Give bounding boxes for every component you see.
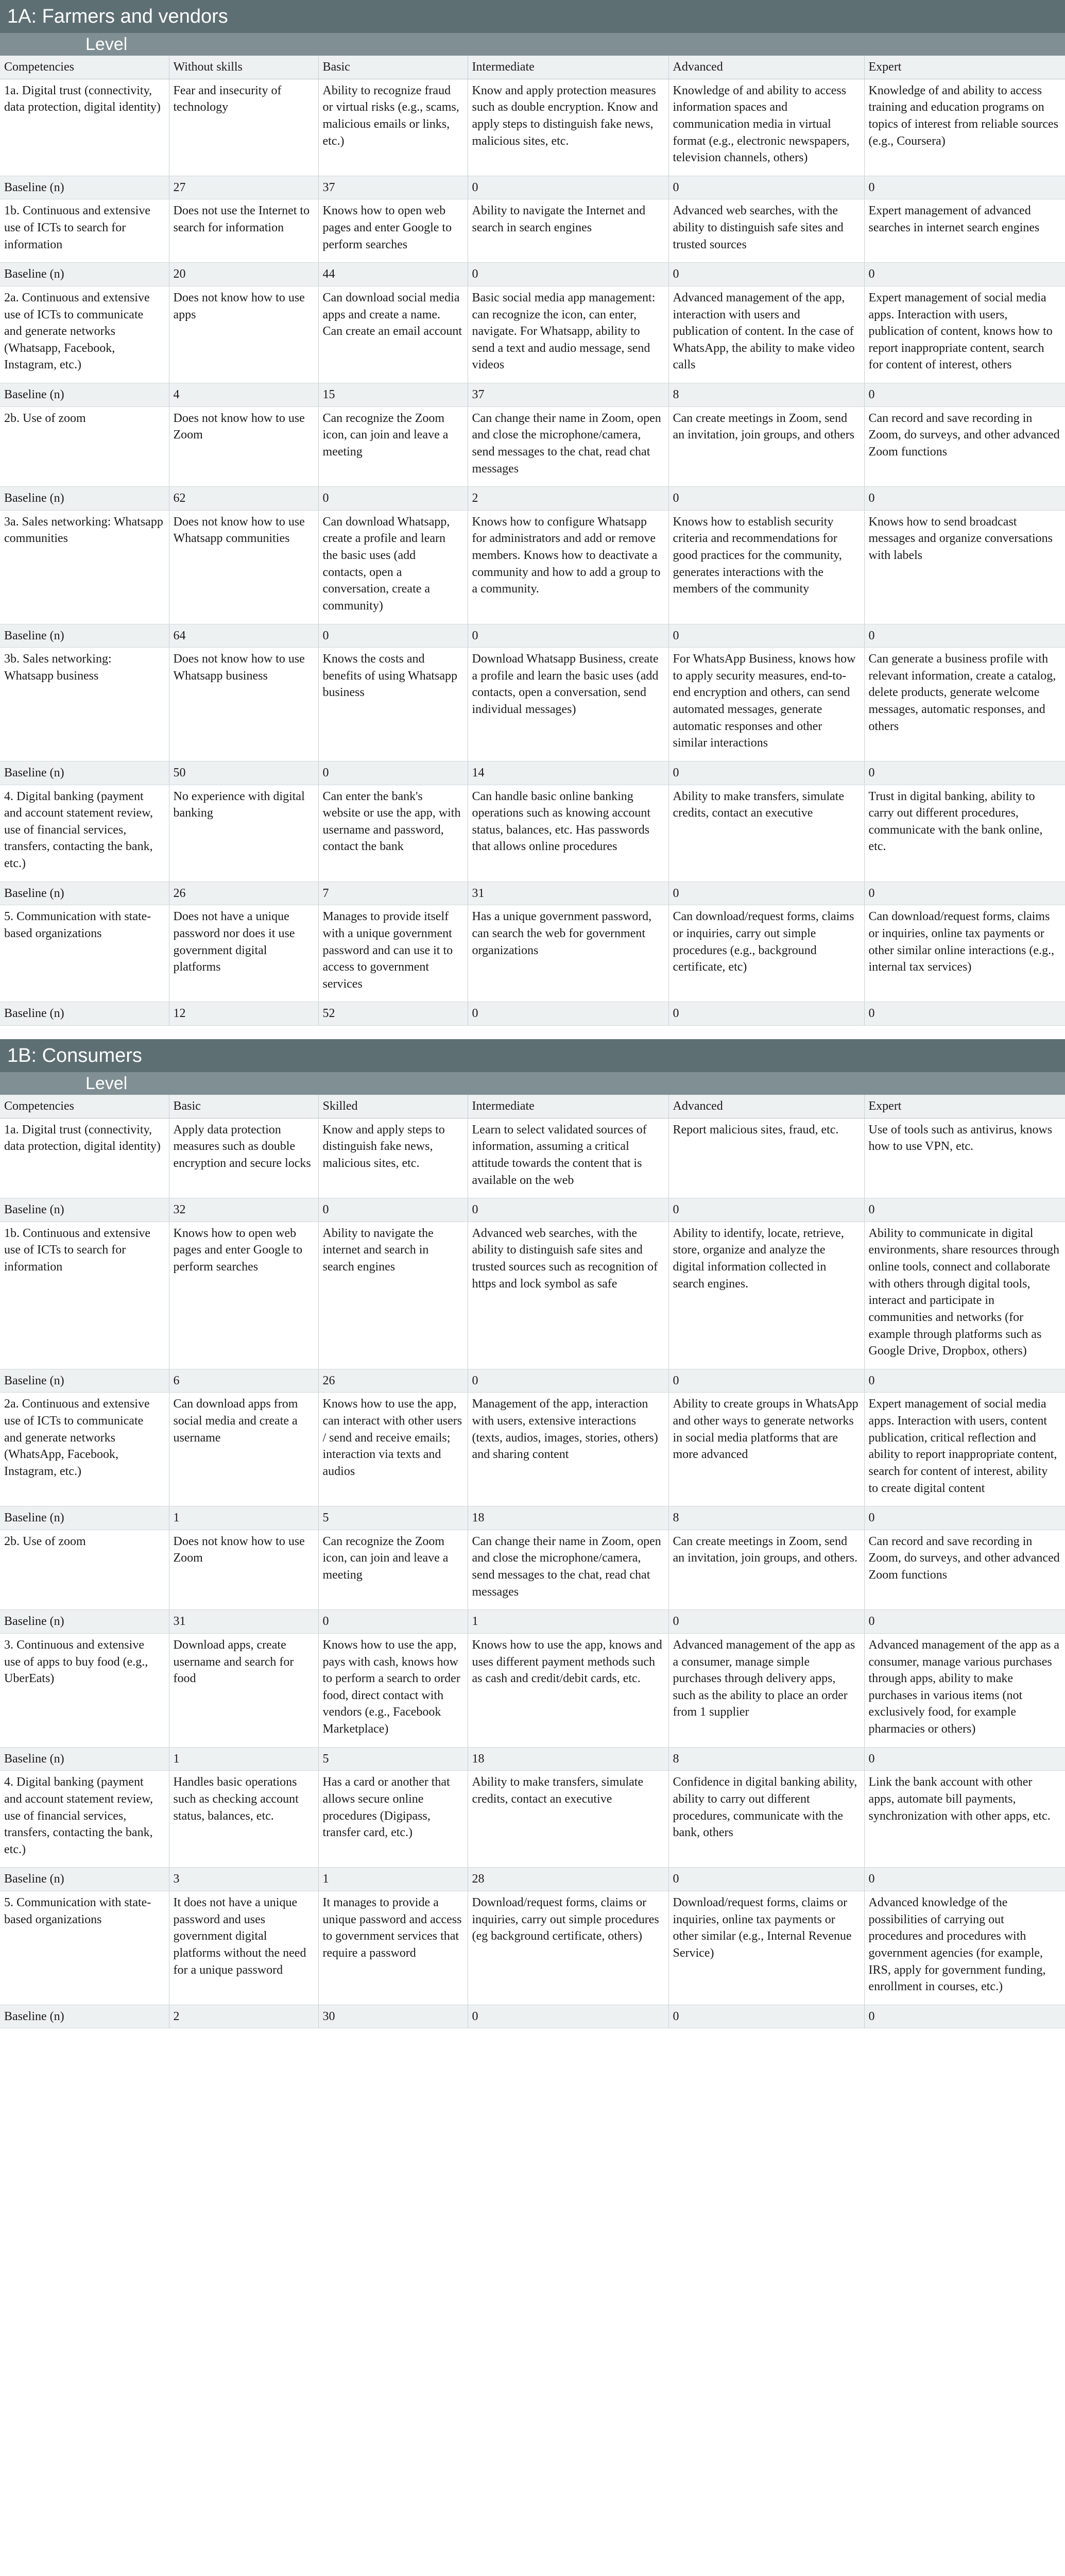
level-description: Knows how to use the app, pays with cash, knows how to perform a search to order food, direct contact with vendors (e.g., Facebook Marketplace) bbox=[318, 1633, 468, 1747]
level-description: Can download/request forms, claims or inquiries, carry out simple procedures (e.g., background certificate, etc) bbox=[668, 905, 864, 1002]
level-description: Expert management of advanced searches in internet search engines bbox=[864, 199, 1065, 263]
competency-name: 1b. Continuous and extensive use of ICTs to search for information bbox=[0, 199, 169, 263]
baseline-count: 0 bbox=[864, 1506, 1065, 1530]
column-header: Basic bbox=[318, 56, 468, 79]
baseline-count: 0 bbox=[318, 761, 468, 785]
competency-name: 5. Communication with state-based organizations bbox=[0, 905, 169, 1002]
baseline-count: 0 bbox=[864, 1747, 1065, 1771]
baseline-row bbox=[0, 383, 1065, 407]
level-description: Ability to identify, locate, retrieve, store, organize and analyze the digital information collected in search engines. bbox=[668, 1222, 864, 1369]
competency-name: 5. Communication with state-based organizations bbox=[0, 1891, 169, 2005]
competency-name: 4. Digital banking (payment and account statement review, use of financial services, transfers, contacting the bank, etc.) bbox=[0, 785, 169, 882]
section-title: 1A: Farmers and vendors bbox=[0, 0, 1065, 33]
competency-row bbox=[0, 406, 1065, 487]
level-description: Has a card or another that allows secure online procedures (Digipass, transfer card, etc.) bbox=[318, 1771, 468, 1868]
baseline-count: 0 bbox=[864, 176, 1065, 199]
level-description: Ability to recognize fraud or virtual risks (e.g., scams, malicious emails or links, etc.) bbox=[318, 79, 468, 176]
baseline-count: 26 bbox=[169, 882, 318, 905]
baseline-row bbox=[0, 1002, 1065, 1026]
baseline-count: 0 bbox=[668, 882, 864, 905]
baseline-count: 0 bbox=[864, 882, 1065, 905]
baseline-count: 1 bbox=[169, 1747, 318, 1771]
competency-row bbox=[0, 905, 1065, 1002]
baseline-count: 2 bbox=[169, 2005, 318, 2028]
level-description: Know and apply protection measures such as double encryption. Know and apply steps to distinguish fake news, malicious sites, etc. bbox=[468, 79, 668, 176]
baseline-row bbox=[0, 1506, 1065, 1530]
baseline-count: 32 bbox=[169, 1198, 318, 1222]
baseline-count: 0 bbox=[864, 2005, 1065, 2028]
level-description: Report malicious sites, fraud, etc. bbox=[668, 1118, 864, 1198]
baseline-count: 0 bbox=[468, 1002, 668, 1026]
competency-name: 2a. Continuous and extensive use of ICTs to communicate and generate networks (Whatsapp, Facebook, Instagram, etc.) bbox=[0, 286, 169, 383]
competency-row bbox=[0, 510, 1065, 624]
level-description: Expert management of social media apps. Interaction with users, publication of content, knows how to report inappropriate content, search for content of interest, others bbox=[864, 286, 1065, 383]
competency-row bbox=[0, 286, 1065, 383]
level-description: Does not know how to use Whatsapp communities bbox=[169, 510, 318, 624]
column-header: Expert bbox=[864, 56, 1065, 79]
level-label: Level bbox=[85, 35, 128, 54]
column-header: Skilled bbox=[318, 1095, 468, 1118]
level-description: Knows how to send broadcast messages and organize conversations with labels bbox=[864, 510, 1065, 624]
baseline-count: 7 bbox=[318, 882, 468, 905]
baseline-count: 8 bbox=[668, 1747, 864, 1771]
baseline-label: Baseline (n) bbox=[0, 176, 169, 199]
level-description: Advanced web searches, with the ability to distinguish safe sites and trusted sources such as recognition of https and lock symbol as safe bbox=[468, 1222, 668, 1369]
baseline-count: 0 bbox=[668, 2005, 864, 2028]
baseline-label: Baseline (n) bbox=[0, 1002, 169, 1026]
baseline-label: Baseline (n) bbox=[0, 383, 169, 407]
baseline-count: 64 bbox=[169, 624, 318, 648]
baseline-count: 28 bbox=[468, 1868, 668, 1891]
baseline-count: 3 bbox=[169, 1868, 318, 1891]
baseline-label: Baseline (n) bbox=[0, 1369, 169, 1393]
baseline-row bbox=[0, 1198, 1065, 1222]
baseline-count: 0 bbox=[864, 487, 1065, 511]
column-header: Intermediate bbox=[468, 1095, 668, 1118]
level-description: No experience with digital banking bbox=[169, 785, 318, 882]
baseline-count: 44 bbox=[318, 263, 468, 286]
baseline-count: 52 bbox=[318, 1002, 468, 1026]
baseline-count: 1 bbox=[318, 1868, 468, 1891]
section-title: 1B: Consumers bbox=[0, 1039, 1065, 1072]
level-description: Can enter the bank's website or use the app, with username and password, contact the bank bbox=[318, 785, 468, 882]
competency-row bbox=[0, 199, 1065, 263]
baseline-row bbox=[0, 1747, 1065, 1771]
baseline-count: 0 bbox=[318, 1198, 468, 1222]
baseline-count: 1 bbox=[169, 1506, 318, 1530]
competency-row bbox=[0, 785, 1065, 882]
baseline-count: 27 bbox=[169, 176, 318, 199]
level-description: Management of the app, interaction with users, extensive interactions (texts, audios, images, stories, others) and sharing content bbox=[468, 1393, 668, 1506]
level-description: Knows how to use the app, can interact with other users / send and receive emails; interaction via texts and audios bbox=[318, 1393, 468, 1506]
column-header-row bbox=[0, 1095, 1065, 1118]
baseline-count: 4 bbox=[169, 383, 318, 407]
level-description: Does not know how to use Whatsapp business bbox=[169, 648, 318, 761]
baseline-count: 62 bbox=[169, 487, 318, 511]
level-description: Can download Whatsapp, create a profile and learn the basic uses (add contacts, open a conversation, create a community) bbox=[318, 510, 468, 624]
level-description: Confidence in digital banking ability, ability to carry out different procedures, communicate with the bank, others bbox=[668, 1771, 864, 1868]
baseline-count: 0 bbox=[668, 1002, 864, 1026]
baseline-label: Baseline (n) bbox=[0, 487, 169, 511]
competency-table bbox=[0, 1095, 1065, 2028]
baseline-row bbox=[0, 487, 1065, 511]
baseline-row bbox=[0, 1369, 1065, 1393]
baseline-count: 0 bbox=[668, 487, 864, 511]
baseline-count: 15 bbox=[318, 383, 468, 407]
baseline-label: Baseline (n) bbox=[0, 882, 169, 905]
level-description: Ability to make transfers, simulate credits, contact an executive bbox=[468, 1771, 668, 1868]
competency-row bbox=[0, 1891, 1065, 2005]
baseline-count: 5 bbox=[318, 1506, 468, 1530]
competency-name: 2b. Use of zoom bbox=[0, 1530, 169, 1610]
competency-row bbox=[0, 1633, 1065, 1747]
baseline-count: 50 bbox=[169, 761, 318, 785]
competency-name: 3b. Sales networking: Whatsapp business bbox=[0, 648, 169, 761]
baseline-count: 37 bbox=[468, 383, 668, 407]
level-description: Ability to communicate in digital environments, share resources through online tools, connect and collaborate with others through digital tools, interact and participate in communities and networks (for example through platforms such as Google Drive, Dropbox, others) bbox=[864, 1222, 1065, 1369]
competency-row bbox=[0, 1118, 1065, 1198]
baseline-count: 0 bbox=[668, 1610, 864, 1634]
baseline-count: 0 bbox=[668, 1198, 864, 1222]
baseline-count: 0 bbox=[864, 1369, 1065, 1393]
level-description: Ability to make transfers, simulate credits, contact an executive bbox=[668, 785, 864, 882]
competency-row bbox=[0, 1393, 1065, 1506]
competency-name: 3. Continuous and extensive use of apps to buy food (e.g., UberEats) bbox=[0, 1633, 169, 1747]
level-description: Can recognize the Zoom icon, can join and leave a meeting bbox=[318, 1530, 468, 1610]
column-header: Advanced bbox=[668, 56, 864, 79]
baseline-count: 0 bbox=[468, 1198, 668, 1222]
competency-table bbox=[0, 56, 1065, 1026]
table-section bbox=[0, 1039, 1065, 2028]
baseline-count: 0 bbox=[864, 1198, 1065, 1222]
level-description: Download apps, create username and search for food bbox=[169, 1633, 318, 1747]
level-description: Can download/request forms, claims or inquiries, online tax payments or other similar online interactions (e.g., internal tax services) bbox=[864, 905, 1065, 1002]
level-description: Know and apply steps to distinguish fake news, malicious sites, etc. bbox=[318, 1118, 468, 1198]
level-description: Knows how to configure Whatsapp for administrators and add or remove members. Knows how to deactivate a community and how to add a group to a community. bbox=[468, 510, 668, 624]
baseline-count: 0 bbox=[468, 624, 668, 648]
baseline-label: Baseline (n) bbox=[0, 263, 169, 286]
level-description: Can handle basic online banking operations such as knowing account status, balances, etc. Has passwords that allows online procedures bbox=[468, 785, 668, 882]
level-description: Knows how to use the app, knows and uses different payment methods such as cash and credit/debit cards, etc. bbox=[468, 1633, 668, 1747]
baseline-count: 18 bbox=[468, 1506, 668, 1530]
level-description: Ability to navigate the internet and search in search engines bbox=[318, 1222, 468, 1369]
column-header-row bbox=[0, 56, 1065, 79]
competency-row bbox=[0, 1222, 1065, 1369]
level-description: Advanced web searches, with the ability to distinguish safe sites and trusted sources bbox=[668, 199, 864, 263]
section-spacer bbox=[0, 1026, 1065, 1039]
baseline-count: 0 bbox=[318, 624, 468, 648]
level-description: Download/request forms, claims or inquiries, online tax payments or other similar (e.g., Internal Revenue Service) bbox=[668, 1891, 864, 2005]
level-description: Link the bank account with other apps, automate bill payments, synchronization with other apps, etc. bbox=[864, 1771, 1065, 1868]
level-description: Learn to select validated sources of information, assuming a critical attitude towards the content that is available on the web bbox=[468, 1118, 668, 1198]
baseline-count: 14 bbox=[468, 761, 668, 785]
column-header: Without skills bbox=[169, 56, 318, 79]
level-header-bar bbox=[0, 33, 1065, 56]
level-description: Advanced management of the app as a consumer, manage various purchases through apps, ability to make purchases in various items (not exclusively food, for example pharmacies or others) bbox=[864, 1633, 1065, 1747]
baseline-label: Baseline (n) bbox=[0, 1506, 169, 1530]
baseline-row bbox=[0, 624, 1065, 648]
level-description: Knowledge of and ability to access training and education programs on topics of interest from reliable sources (e.g., Coursera) bbox=[864, 79, 1065, 176]
level-description: Advanced knowledge of the possibilities of carrying out procedures and procedures with government agencies (for example, IRS, apply for government funding, enrollment in courses, etc.) bbox=[864, 1891, 1065, 2005]
competency-name: 2b. Use of zoom bbox=[0, 406, 169, 487]
baseline-label: Baseline (n) bbox=[0, 1868, 169, 1891]
level-description: Knows the costs and benefits of using Whatsapp business bbox=[318, 648, 468, 761]
level-description: For WhatsApp Business, knows how to apply security measures, end-to-end encryption and others, can send automated messages, generate automatic responses and other similar interactions bbox=[668, 648, 864, 761]
baseline-count: 0 bbox=[468, 176, 668, 199]
baseline-count: 6 bbox=[169, 1369, 318, 1393]
competency-name: 1b. Continuous and extensive use of ICTs to search for information bbox=[0, 1222, 169, 1369]
level-description: It does not have a unique password and uses government digital platforms without the need for a unique password bbox=[169, 1891, 318, 2005]
competency-name: 1a. Digital trust (connectivity, data protection, digital identity) bbox=[0, 79, 169, 176]
baseline-label: Baseline (n) bbox=[0, 1610, 169, 1634]
baseline-row bbox=[0, 1868, 1065, 1891]
level-description: Can download apps from social media and create a username bbox=[169, 1393, 318, 1506]
baseline-count: 0 bbox=[864, 263, 1065, 286]
baseline-row bbox=[0, 1610, 1065, 1634]
baseline-count: 37 bbox=[318, 176, 468, 199]
level-description: Does not use the Internet to search for information bbox=[169, 199, 318, 263]
competency-row bbox=[0, 648, 1065, 761]
column-header: Basic bbox=[169, 1095, 318, 1118]
level-description: Ability to create groups in WhatsApp and other ways to generate networks in social media platforms that are more advanced bbox=[668, 1393, 864, 1506]
baseline-count: 0 bbox=[864, 1868, 1065, 1891]
column-header: Competencies bbox=[0, 56, 169, 79]
baseline-count: 8 bbox=[668, 383, 864, 407]
level-description: It manages to provide a unique password and access to government services that require a password bbox=[318, 1891, 468, 2005]
baseline-label: Baseline (n) bbox=[0, 1198, 169, 1222]
baseline-label: Baseline (n) bbox=[0, 761, 169, 785]
baseline-count: 20 bbox=[169, 263, 318, 286]
level-label: Level bbox=[85, 1074, 128, 1093]
level-description: Advanced management of the app as a consumer, manage simple purchases through delivery apps, such as the ability to place an order from 1 supplier bbox=[668, 1633, 864, 1747]
baseline-count: 26 bbox=[318, 1369, 468, 1393]
level-description: Apply data protection measures such as double encryption and secure locks bbox=[169, 1118, 318, 1198]
level-description: Can create meetings in Zoom, send an invitation, join groups, and others. bbox=[668, 1530, 864, 1610]
level-description: Can record and save recording in Zoom, do surveys, and other advanced Zoom functions bbox=[864, 1530, 1065, 1610]
level-description: Knows how to open web pages and enter Google to perform searches bbox=[169, 1222, 318, 1369]
level-description: Advanced management of the app, interaction with users and publication of content. In the case of WhatsApp, the ability to make video calls bbox=[668, 286, 864, 383]
baseline-count: 0 bbox=[864, 624, 1065, 648]
competency-name: 1a. Digital trust (connectivity, data protection, digital identity) bbox=[0, 1118, 169, 1198]
level-description: Can change their name in Zoom, open and close the microphone/camera, send messages to the chat, read chat messages bbox=[468, 1530, 668, 1610]
competency-name: 2a. Continuous and extensive use of ICTs to communicate and generate networks (WhatsApp, Facebook, Instagram, etc.) bbox=[0, 1393, 169, 1506]
level-description: Knows how to establish security criteria and recommendations for good practices for the community, generates interactions with the members of the community bbox=[668, 510, 864, 624]
level-header-bar bbox=[0, 1072, 1065, 1095]
level-description: Knows how to open web pages and enter Google to perform searches bbox=[318, 199, 468, 263]
level-description: Use of tools such as antivirus, knows how to use VPN, etc. bbox=[864, 1118, 1065, 1198]
level-description: Does not know how to use Zoom bbox=[169, 406, 318, 487]
baseline-count: 0 bbox=[668, 761, 864, 785]
level-description: Does not know how to use Zoom bbox=[169, 1530, 318, 1610]
competency-name: 4. Digital banking (payment and account statement review, use of financial services, transfers, contacting the bank, etc.) bbox=[0, 1771, 169, 1868]
baseline-count: 0 bbox=[668, 1369, 864, 1393]
baseline-count: 18 bbox=[468, 1747, 668, 1771]
level-description: Does not have a unique password nor does it use government digital platforms bbox=[169, 905, 318, 1002]
baseline-label: Baseline (n) bbox=[0, 2005, 169, 2028]
baseline-count: 0 bbox=[864, 1610, 1065, 1634]
baseline-count: 5 bbox=[318, 1747, 468, 1771]
baseline-row bbox=[0, 882, 1065, 905]
baseline-count: 0 bbox=[668, 624, 864, 648]
level-description: Ability to navigate the Internet and search in search engines bbox=[468, 199, 668, 263]
level-description: Can create meetings in Zoom, send an invitation, join groups, and others bbox=[668, 406, 864, 487]
baseline-count: 0 bbox=[668, 176, 864, 199]
baseline-count: 0 bbox=[864, 761, 1065, 785]
baseline-count: 0 bbox=[318, 1610, 468, 1634]
baseline-count: 0 bbox=[468, 263, 668, 286]
baseline-row bbox=[0, 263, 1065, 286]
baseline-row bbox=[0, 2005, 1065, 2028]
competency-row bbox=[0, 1530, 1065, 1610]
level-description: Trust in digital banking, ability to carry out different procedures, communicate with the bank online, etc. bbox=[864, 785, 1065, 882]
level-description: Knowledge of and ability to access information spaces and communication media in virtual format (e.g., electronic newspapers, television channels, others) bbox=[668, 79, 864, 176]
baseline-row bbox=[0, 176, 1065, 199]
baseline-count: 0 bbox=[468, 1369, 668, 1393]
level-description: Download/request forms, claims or inquiries, carry out simple procedures (eg background certificate, others) bbox=[468, 1891, 668, 2005]
level-description: Handles basic operations such as checking account status, balances, etc. bbox=[169, 1771, 318, 1868]
baseline-count: 30 bbox=[318, 2005, 468, 2028]
column-header: Expert bbox=[864, 1095, 1065, 1118]
baseline-count: 0 bbox=[864, 383, 1065, 407]
level-description: Fear and insecurity of technology bbox=[169, 79, 318, 176]
level-description: Does not know how to use apps bbox=[169, 286, 318, 383]
level-description: Manages to provide itself with a unique government password and can use it to access to government services bbox=[318, 905, 468, 1002]
column-header: Competencies bbox=[0, 1095, 169, 1118]
baseline-label: Baseline (n) bbox=[0, 624, 169, 648]
level-description: Can download social media apps and create a name. Can create an email account bbox=[318, 286, 468, 383]
competency-name: 3a. Sales networking: Whatsapp communities bbox=[0, 510, 169, 624]
level-description: Can generate a business profile with relevant information, create a catalog, delete products, generate welcome messages, automatic responses, and others bbox=[864, 648, 1065, 761]
baseline-count: 0 bbox=[668, 1868, 864, 1891]
baseline-count: 31 bbox=[468, 882, 668, 905]
baseline-row bbox=[0, 761, 1065, 785]
baseline-count: 31 bbox=[169, 1610, 318, 1634]
baseline-label: Baseline (n) bbox=[0, 1747, 169, 1771]
baseline-count: 2 bbox=[468, 487, 668, 511]
table-section bbox=[0, 0, 1065, 1026]
level-description: Basic social media app management: can recognize the icon, can enter, navigate. For Whatsapp, ability to send a text and audio message, send videos bbox=[468, 286, 668, 383]
column-header: Intermediate bbox=[468, 56, 668, 79]
baseline-count: 0 bbox=[864, 1002, 1065, 1026]
baseline-count: 1 bbox=[468, 1610, 668, 1634]
baseline-count: 12 bbox=[169, 1002, 318, 1026]
level-description: Download Whatsapp Business, create a profile and learn the basic uses (add contacts, open a conversation, send individual messages) bbox=[468, 648, 668, 761]
baseline-count: 0 bbox=[318, 487, 468, 511]
level-description: Has a unique government password, can search the web for government organizations bbox=[468, 905, 668, 1002]
level-description: Expert management of social media apps. Interaction with users, content publication, critical reflection and ability to report inappropriate content, search for content of interest, ability to create digital content bbox=[864, 1393, 1065, 1506]
baseline-count: 0 bbox=[668, 263, 864, 286]
level-description: Can change their name in Zoom, open and close the microphone/camera, send messages to the chat, read chat messages bbox=[468, 406, 668, 487]
level-description: Can recognize the Zoom icon, can join and leave a meeting bbox=[318, 406, 468, 487]
column-header: Advanced bbox=[668, 1095, 864, 1118]
competency-row bbox=[0, 79, 1065, 176]
baseline-count: 8 bbox=[668, 1506, 864, 1530]
level-description: Can record and save recording in Zoom, do surveys, and other advanced Zoom functions bbox=[864, 406, 1065, 487]
baseline-count: 0 bbox=[468, 2005, 668, 2028]
competency-row bbox=[0, 1771, 1065, 1868]
